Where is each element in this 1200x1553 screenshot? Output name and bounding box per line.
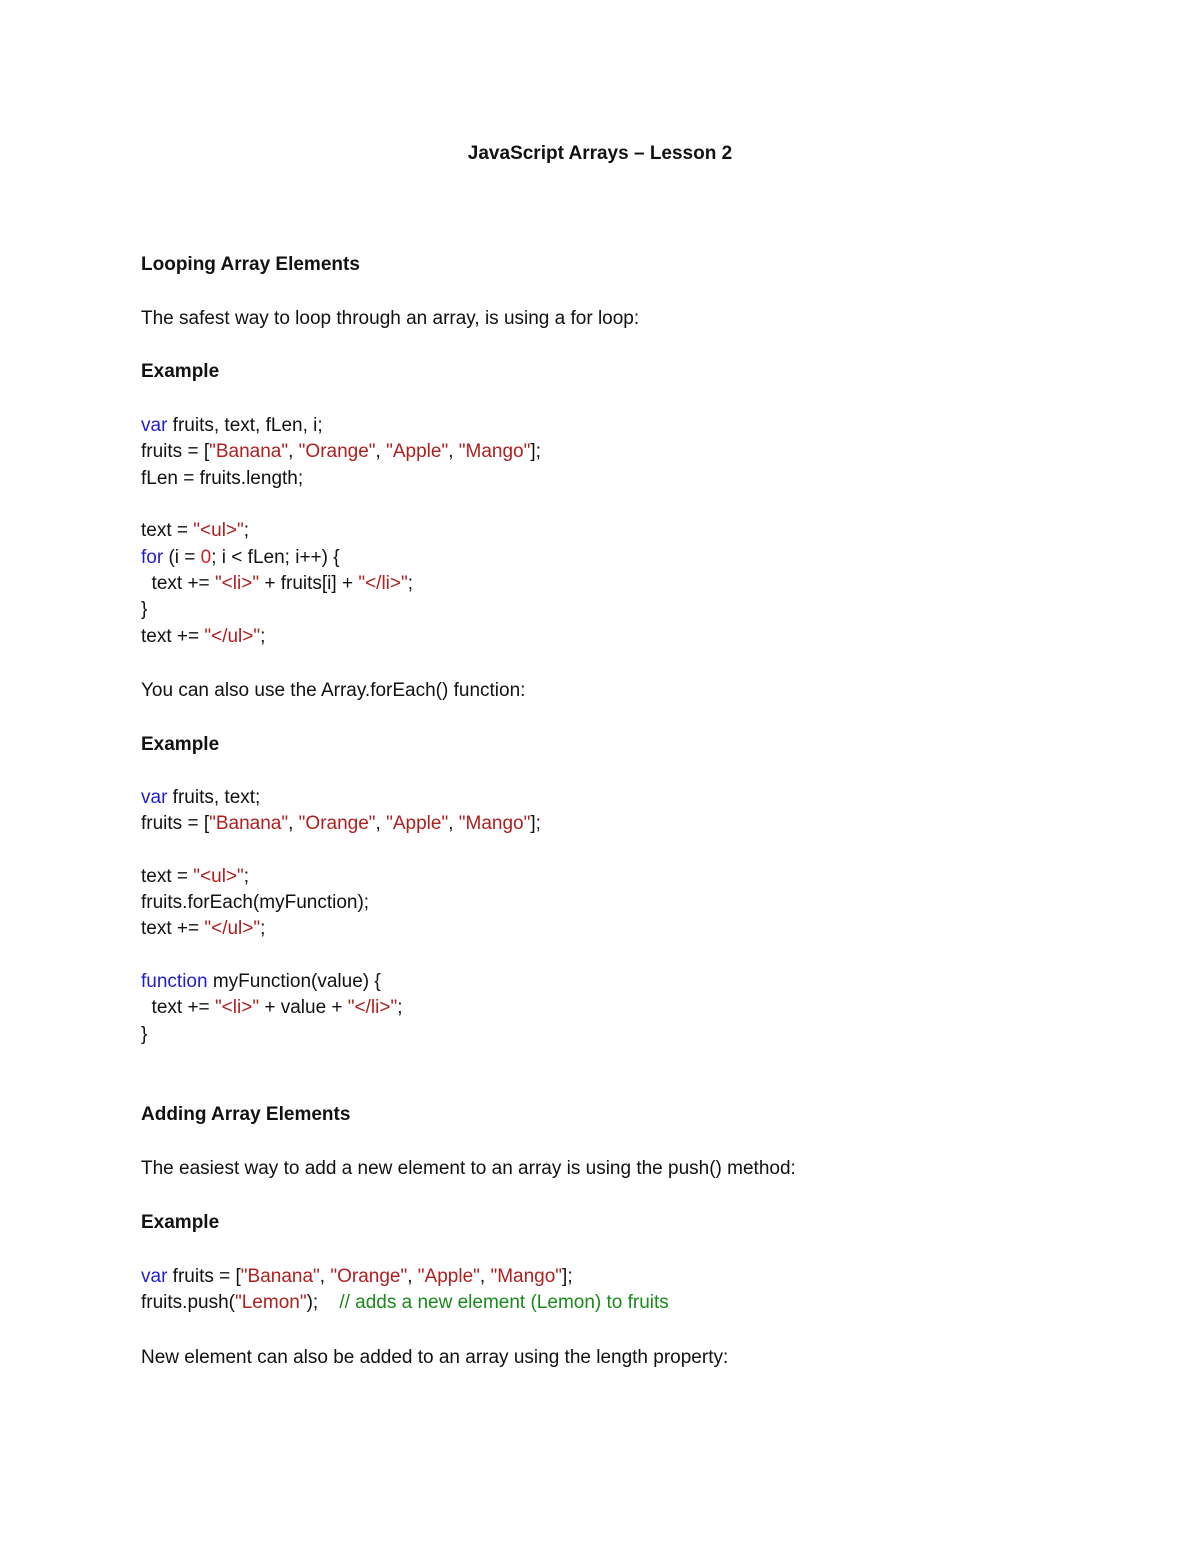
code-line: text += "<li>" + value + "</li>"; bbox=[141, 997, 403, 1018]
code-line: fruits = ["Banana", "Orange", "Apple", "Mango"]; bbox=[141, 813, 541, 834]
code-line: function myFunction(value) { bbox=[141, 971, 381, 992]
code-line: fruits.push("Lemon"); // adds a new element (Lemon) to fruits bbox=[141, 1292, 669, 1313]
code-line: text = "<ul>"; bbox=[141, 520, 250, 541]
code-line: var fruits, text, fLen, i; bbox=[141, 415, 323, 436]
paragraph: New element can also be added to an array using the length property: bbox=[141, 1347, 729, 1368]
code-line: fruits = ["Banana", "Orange", "Apple", "Mango"]; bbox=[141, 441, 541, 462]
code-comment: // adds a new element (Lemon) to fruits bbox=[339, 1292, 669, 1313]
code-line: text += "<li>" + fruits[i] + "</li>"; bbox=[141, 573, 414, 594]
code-line: } bbox=[141, 1024, 148, 1045]
section-heading: Adding Array Elements bbox=[141, 1104, 351, 1125]
section-heading: Looping Array Elements bbox=[141, 254, 360, 275]
code-line: text += "</ul>"; bbox=[141, 626, 266, 647]
paragraph: You can also use the Array.forEach() function: bbox=[141, 680, 526, 701]
code-line: fruits.forEach(myFunction); bbox=[141, 892, 370, 913]
page-title: JavaScript Arrays – Lesson 2 bbox=[467, 143, 733, 164]
example-label: Example bbox=[141, 361, 220, 382]
example-label: Example bbox=[141, 734, 220, 755]
paragraph: The safest way to loop through an array, is using a for loop: bbox=[141, 308, 640, 329]
code-line: fLen = fruits.length; bbox=[141, 468, 304, 489]
paragraph: The easiest way to add a new element to an array is using the push() method: bbox=[141, 1158, 796, 1179]
code-line: var fruits, text; bbox=[141, 787, 261, 808]
code-line: text += "</ul>"; bbox=[141, 918, 266, 939]
code-line: text = "<ul>"; bbox=[141, 866, 250, 887]
code-line: } bbox=[141, 599, 148, 620]
code-line: var fruits = ["Banana", "Orange", "Apple", "Mango"]; bbox=[141, 1266, 573, 1287]
code-line: for (i = 0; i < fLen; i++) { bbox=[141, 547, 340, 568]
example-label: Example bbox=[141, 1212, 220, 1233]
